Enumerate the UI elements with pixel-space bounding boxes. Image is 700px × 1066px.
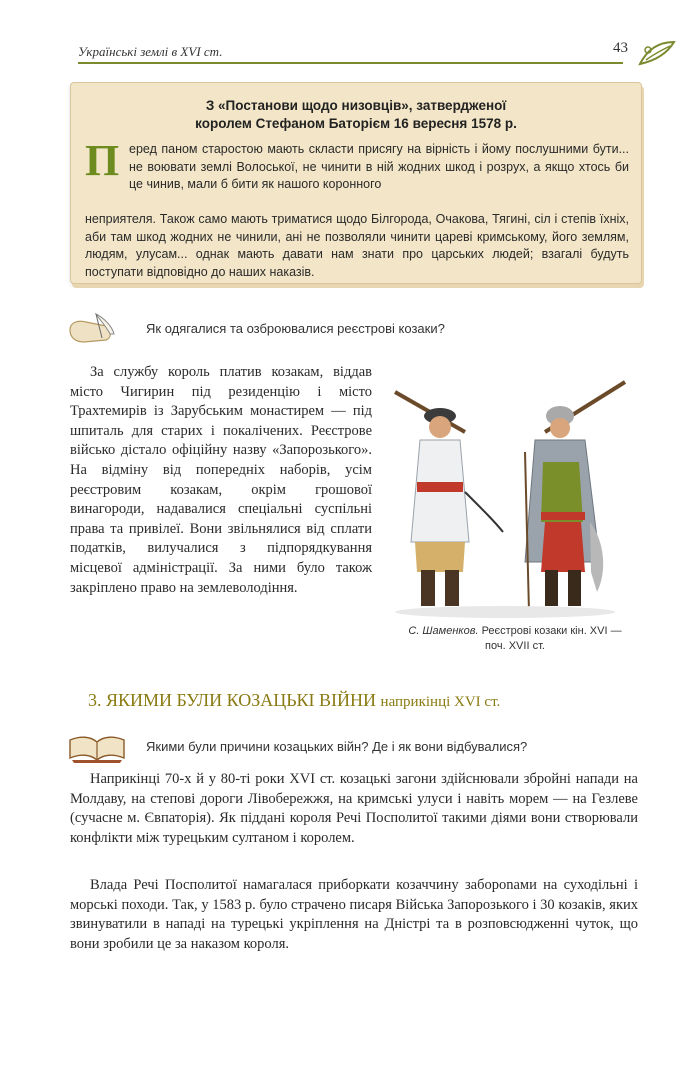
section-title-suffix: наприкінці XVI ст. — [380, 694, 501, 710]
open-book-icon — [66, 730, 128, 764]
paragraph-2: Наприкінці 70-х й у 80-ті роки XVI ст. козацькі загони здійснювали збройні напади на Молдаву, на степові дороги Лівобережжя, на кримські улуси і навіть морем — на Гезлеве (сучасне м. Євпаторія). Як піддані короля Речі Посполитої такими діями вони створювали конфлікти між турецьким султаном і королем. — [70, 771, 638, 846]
running-head — [78, 38, 638, 68]
source-text-rest: неприятеля. Також само мають триматися щодо Білгорода, Очакова, Тягині, сіл і степів їхніх, аби там шкод жодних не чинили, ані не позволяли чинити цареві кримському, його землям, людям, улусам... однак мають давати нам знати про царських людей; взагалі будуть поступати відповідно до наших наказів. — [85, 212, 629, 279]
question-row-2 — [66, 730, 636, 764]
section-title: 3. ЯКИМИ БУЛИ КОЗАЦЬКІ ВІЙНИ — [88, 690, 377, 710]
page-number: 43 — [613, 40, 628, 56]
header-rule — [78, 62, 623, 64]
cossacks-illustration — [385, 372, 630, 620]
drop-cap: П — [85, 136, 120, 185]
leaf-ornament-icon — [638, 38, 678, 68]
source-title — [71, 97, 641, 133]
source-title-line1: З «Постанови щодо низовців», затвердженої — [205, 98, 507, 113]
paragraph-1: За службу король платив козакам, віддав місто Чигирин під резиденцію і місто Трахтемирів із Зарубським монастирем — під шпиталь для старих і покалічених. Реєстрове військо дістало офіційну назву «Запорозького». На відміну від попередніх наборів, усім реєстровим козакам, окрім грошової винагороди, надавалися спеціальні суспільні права та привілеї. Вони звільнялися від сплати податків, вилучалися з підпорядкування місцевої адміністрації. За ними було також закріплено право на землеволодіння. — [70, 364, 372, 596]
section-heading — [88, 690, 648, 711]
question-text-1: Як одягалися та озброювалися реєстрові козаки? — [146, 321, 445, 336]
source-title-line2: королем Стефаном Баторієм 16 вересня 1578 р. — [195, 116, 517, 131]
source-text-first: еред паном старостою мають скласти присягу на вірність і йому послушними бути... не воювати землі Волоської, не чинити в ній жодних шкод і розрух, а якщо хтось би це чинив, мали б бити як нашого коронного — [129, 142, 629, 191]
primary-source-box — [70, 82, 642, 284]
caption-author: С. Шаменков. — [408, 625, 479, 637]
question-text-2: Якими були причини козацьких війн? Де і як вони відбувалися? — [146, 739, 528, 754]
quill-scroll-icon — [66, 312, 118, 346]
paragraph-3: Влада Речі Посполитої намагалася приборкати козаччину забороnами на суходільні і морські походи. Так, у 1583 р. було страчено писаря Війська Запорозького і 30 козаків, яких звинуватили в нападі на турецькі укріплення на Дністрі та в розповсюдженні чуток, що вони зробили це за наказом короля. — [70, 877, 638, 952]
question-row-1 — [66, 312, 626, 346]
illustration-caption — [405, 624, 625, 654]
running-head-title: Українські землі в XVI ст. — [78, 44, 223, 59]
caption-text: Реєстрові козаки кін. XVI — поч. XVII ст. — [481, 625, 622, 652]
